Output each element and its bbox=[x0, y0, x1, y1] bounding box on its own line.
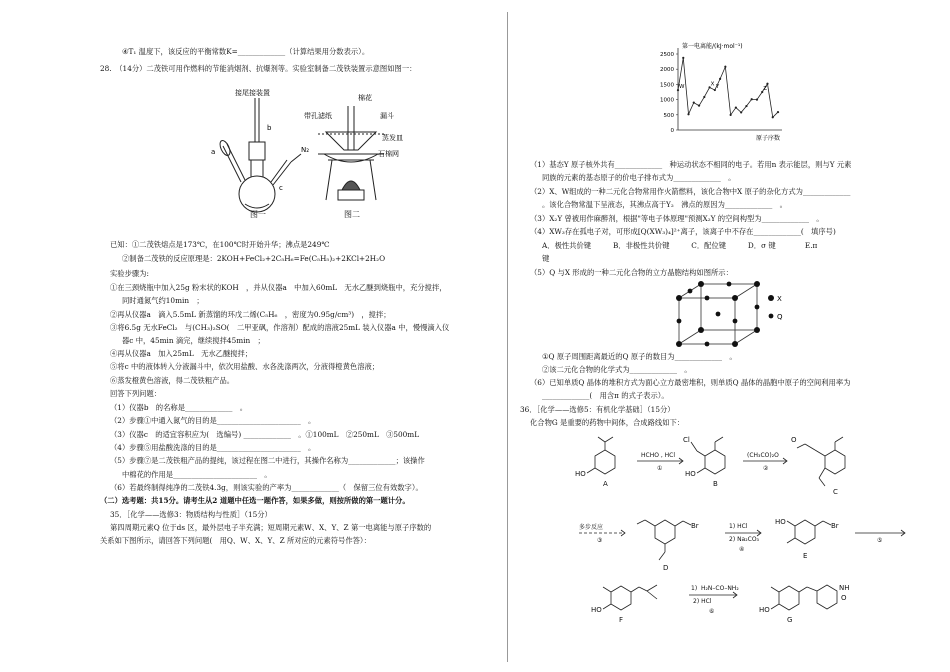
fig2-label-paper: 带孔滤纸 bbox=[304, 112, 332, 120]
r-3: （3）X₂Y 曾被用作麻醉剂，根据"等电子体原理"预测X₂Y 的空间构型为_____________ 。 bbox=[530, 214, 824, 223]
step-5: ⑤将c 中的液体转入分液漏斗中，依次用盐酸、水各洗涤两次，分液得橙黄色溶液； bbox=[110, 362, 380, 371]
point-label-y: Y bbox=[715, 84, 720, 91]
sub-3: （3）仪器c 的适宜容积应为( 选编号) _____________ 。①100mL ②250mL ③500mL bbox=[110, 430, 420, 439]
q28-intro: 28. （14分）二茂铁可用作燃料的节能消烟剂、抗爆剂等。实验室制备二茂铁装置示意图如图一： bbox=[100, 64, 417, 73]
arrow-de-num: ④ bbox=[739, 546, 745, 553]
arrow-de-reagent-1: 1) HCl bbox=[729, 523, 748, 530]
data-point-10 bbox=[724, 66, 726, 68]
g-group-nh: NH bbox=[839, 584, 850, 592]
r-1a: （1）基态Y 原子核外共有_____________ 种运动状态不相同的电子。若用n 表示能层，则与Y 元素 bbox=[530, 160, 852, 169]
unit-cell-diagram bbox=[665, 280, 795, 350]
data-point-14 bbox=[745, 105, 747, 107]
arrow-ab-reagent: HCHO , HCl bbox=[641, 452, 676, 459]
y-tick-label-0: 0 bbox=[670, 128, 674, 134]
arrow-ef-num: ⑤ bbox=[877, 537, 883, 544]
q35-body-2: 关系如下图所示，请回答下列问题( 用Q、W、X、Y、Z 所对应的元素符号作答）： bbox=[100, 536, 371, 545]
r-6a: （6）已知单质Q 晶体的堆积方式为面心立方最密堆积，则单质Q 晶体的晶胞中原子的空间利用率为 bbox=[530, 378, 851, 387]
d-group-br: Br bbox=[691, 522, 699, 530]
sub-2: （2）步骤①中通入氮气的目的是_______________________ 。 bbox=[110, 416, 316, 425]
step-6: ⑥蒸发橙黄色溶液，得二茂铁粗产品。 bbox=[110, 376, 235, 385]
fig1-caption: 图一 bbox=[250, 210, 266, 219]
label-d: D bbox=[663, 564, 669, 572]
data-point-12 bbox=[735, 106, 737, 108]
arrow-fg-num: ⑥ bbox=[709, 608, 715, 615]
r-4c: 键 bbox=[542, 254, 550, 263]
legend-q-label: Q bbox=[777, 313, 783, 321]
fig1-label-n2: N₂ bbox=[301, 146, 310, 154]
b-group-cl: Cl bbox=[683, 436, 690, 444]
a-group-ho: HO bbox=[575, 470, 586, 478]
label-f: F bbox=[619, 616, 624, 622]
label-a: A bbox=[603, 480, 608, 488]
data-point-9 bbox=[719, 78, 721, 80]
known-1: 已知：①二茂铁熔点是173℃，在100℃时开始升华；沸点是249℃ bbox=[110, 240, 330, 249]
fig1-label-b: b bbox=[267, 124, 272, 132]
section-2-heading: （二）选考题：共15分。请考生从2 道题中任选一题作答，如果多做，则按所做的第一题计分。 bbox=[100, 496, 410, 505]
data-point-13 bbox=[740, 111, 742, 113]
arrow-cd-reagent: 多步反应 bbox=[579, 524, 604, 531]
q36-heading: 36．［化学——选修5：有机化学基础］（15分） bbox=[520, 405, 675, 414]
step-2: ②再从仪器a 滴入5.5mL 新蒸馏的环戊二烯(C₅H₆ ，密度为0.95g/cm³) ，搅拌； bbox=[110, 310, 391, 319]
data-point-11 bbox=[730, 114, 732, 116]
fig2-label-cotton: 棉花 bbox=[358, 94, 372, 102]
fig2-label-funnel: 漏斗 bbox=[380, 112, 394, 120]
r-2a: （2）X、W组成的一种二元化合物常用作火箭燃料，该化合物中X 原子的杂化方式为_____________ bbox=[530, 187, 851, 196]
label-e: E bbox=[803, 552, 808, 560]
b-group-ho: HO bbox=[685, 470, 696, 478]
g-group-ho: HO bbox=[759, 606, 770, 614]
y-tick-label-5: 2500 bbox=[660, 52, 674, 58]
data-point-5 bbox=[698, 105, 700, 107]
q35-heading: 35．［化学——选修3：物质结构与性质］（15分） bbox=[110, 510, 272, 519]
e-group-br: Br bbox=[831, 522, 839, 530]
y-tick-label-2: 1000 bbox=[660, 97, 674, 104]
left-column bbox=[100, 0, 498, 672]
fig1-label-a: a bbox=[211, 148, 216, 156]
arrow-fg-step-1: 1) bbox=[691, 585, 698, 592]
chart-title: 第一电离能/(kJ·mol⁻¹) bbox=[682, 43, 743, 50]
answer-title: 回答下列问题： bbox=[110, 389, 162, 398]
label-g: G bbox=[787, 616, 793, 622]
data-point-19 bbox=[772, 116, 774, 118]
data-point-3 bbox=[687, 113, 689, 115]
arrow-fg-step-2: 2) HCl bbox=[693, 598, 712, 605]
e-group-ho: HO bbox=[775, 518, 786, 526]
arrow-cd-num: ③ bbox=[597, 537, 603, 544]
figure-2-apparatus bbox=[298, 88, 413, 208]
arrow-bc-num: ② bbox=[763, 465, 769, 472]
data-point-2 bbox=[682, 57, 684, 59]
f-group-ho: HO bbox=[591, 606, 602, 614]
right-column bbox=[520, 0, 920, 672]
r-4a: （4）XW₃存在孤电子对，可形成[Q(XW₃)₄]²⁺离子，该离子中不存在_____________( 填序号) bbox=[530, 227, 836, 236]
r-5-2: ②该二元化合物的化学式为_____________ 。 bbox=[542, 365, 692, 374]
synthesis-route bbox=[565, 428, 920, 622]
point-label-z: Z bbox=[763, 85, 767, 92]
point-label-x: X bbox=[710, 81, 715, 88]
legend-x-label: X bbox=[777, 295, 782, 303]
q36-body: 化合物G 是重要的药物中间体，合成路线如下： bbox=[530, 418, 685, 427]
arrow-de-reagent-2: 2) Na₂CO₃ bbox=[729, 536, 759, 543]
y-tick-label-4: 2000 bbox=[660, 67, 674, 74]
data-point-4 bbox=[693, 102, 695, 104]
r-5: （5）Q 与X 形成的一种二元化合物的立方晶胞结构如图所示： bbox=[530, 268, 733, 277]
fig1-label-top: 接尾接装置 bbox=[235, 89, 270, 97]
data-point-15 bbox=[751, 98, 753, 100]
arrow-fg-reagent: H₂N–CO–NH₂ bbox=[701, 585, 739, 592]
arrow-bc-reagent: (CH₃CO)₂O bbox=[747, 452, 779, 459]
r-4b: A．极性共价键 B．非极性共价键 C．配位键 D．σ 键 E.π bbox=[542, 241, 818, 250]
sub-4: （4）步骤⑤用盐酸洗涤的目的是_______________________ 。 bbox=[110, 443, 316, 452]
g-group-o: O bbox=[841, 594, 847, 602]
y-tick-label-3: 1500 bbox=[660, 82, 674, 89]
step-3b: 器c 中，45min 滴完，继续搅拌45min ； bbox=[122, 336, 265, 345]
x-axis-label: 原子序数 bbox=[756, 135, 781, 142]
step-4: ④再从仪器a 加入25mL 无水乙醚搅拌； bbox=[110, 349, 253, 358]
r-2b: 。该化合物常温下呈液态，其沸点高于Y₂ 沸点的原因为_____________ 。 bbox=[542, 200, 787, 209]
data-point-20 bbox=[777, 111, 779, 113]
arrow-ab-num: ① bbox=[657, 465, 663, 472]
step-1b: 同时通氮气约10min ； bbox=[122, 296, 204, 305]
sub-5b: 中棉花的作用是_______________________ 。 bbox=[122, 470, 272, 479]
ionization-energy-chart bbox=[648, 40, 788, 148]
step-3a: ③将6.5g 无水FeCl₂ 与(CH₃)₂SO( 二甲亚砜，作溶剂）配成的溶液25mL 装入仪器a 中，慢慢滴入仪 bbox=[110, 323, 450, 332]
label-c: C bbox=[833, 488, 838, 496]
sub-5a: （5）步骤⑦是二茂铁粗产品的提纯，该过程在图二中进行，其操作名称为_____________；该操作 bbox=[110, 456, 425, 465]
fig2-label-asbestos: 石棉网 bbox=[378, 150, 399, 158]
sub-1: （1）仪器b 的名称是_____________ 。 bbox=[110, 403, 248, 412]
r-1b: 同族的元素的基态原子的价电子排布式为_____________ 。 bbox=[542, 173, 736, 182]
step-1a: ①在三颈烧瓶中加入25g 粉末状的KOH ，并从仪器a 中加入60mL 无水乙醚到烧瓶中，充分搅拌， bbox=[110, 283, 447, 292]
known-2: ②制备二茂铁的反应原理是：2KOH+FeCl₂+2C₅H₆=Fe(C₅H₅)₂+2KCl+2H₂O bbox=[122, 254, 386, 263]
data-point-6 bbox=[703, 96, 705, 98]
r-5-1: ①Q 原子周围距离最近的Q 原子的数目为_____________ 。 bbox=[542, 352, 737, 361]
steps-title: 实验步骤为: bbox=[110, 269, 149, 278]
label-b: B bbox=[713, 480, 718, 488]
sub-6: （6）若最终制得纯净的二茂铁4.3g，则该实验的产率为_____________（ 保留三位有效数字）。 bbox=[110, 483, 423, 492]
fig2-caption: 图二 bbox=[344, 210, 360, 219]
data-point-18 bbox=[766, 83, 768, 85]
fig2-label-dish: 蒸发皿 bbox=[382, 134, 403, 142]
q27-sub4: ④T₁ 温度下，该反应的平衡常数K=_____________（计算结果用分数表示）。 bbox=[122, 47, 370, 56]
column-divider bbox=[507, 12, 508, 662]
q35-body-1: 第四周期元素Q 位于ds 区，最外层电子半充满；短周期元素W、X、Y、Z 第一电离能与原子序数的 bbox=[110, 523, 432, 532]
fig1-label-c: c bbox=[279, 184, 283, 192]
r-6b: _____________( 用含π 的式子表示）。 bbox=[542, 391, 669, 400]
point-label-w: W bbox=[679, 84, 685, 91]
data-point-16 bbox=[756, 99, 758, 101]
c-group-o: O bbox=[791, 436, 797, 444]
y-tick-label-1: 500 bbox=[663, 112, 674, 119]
